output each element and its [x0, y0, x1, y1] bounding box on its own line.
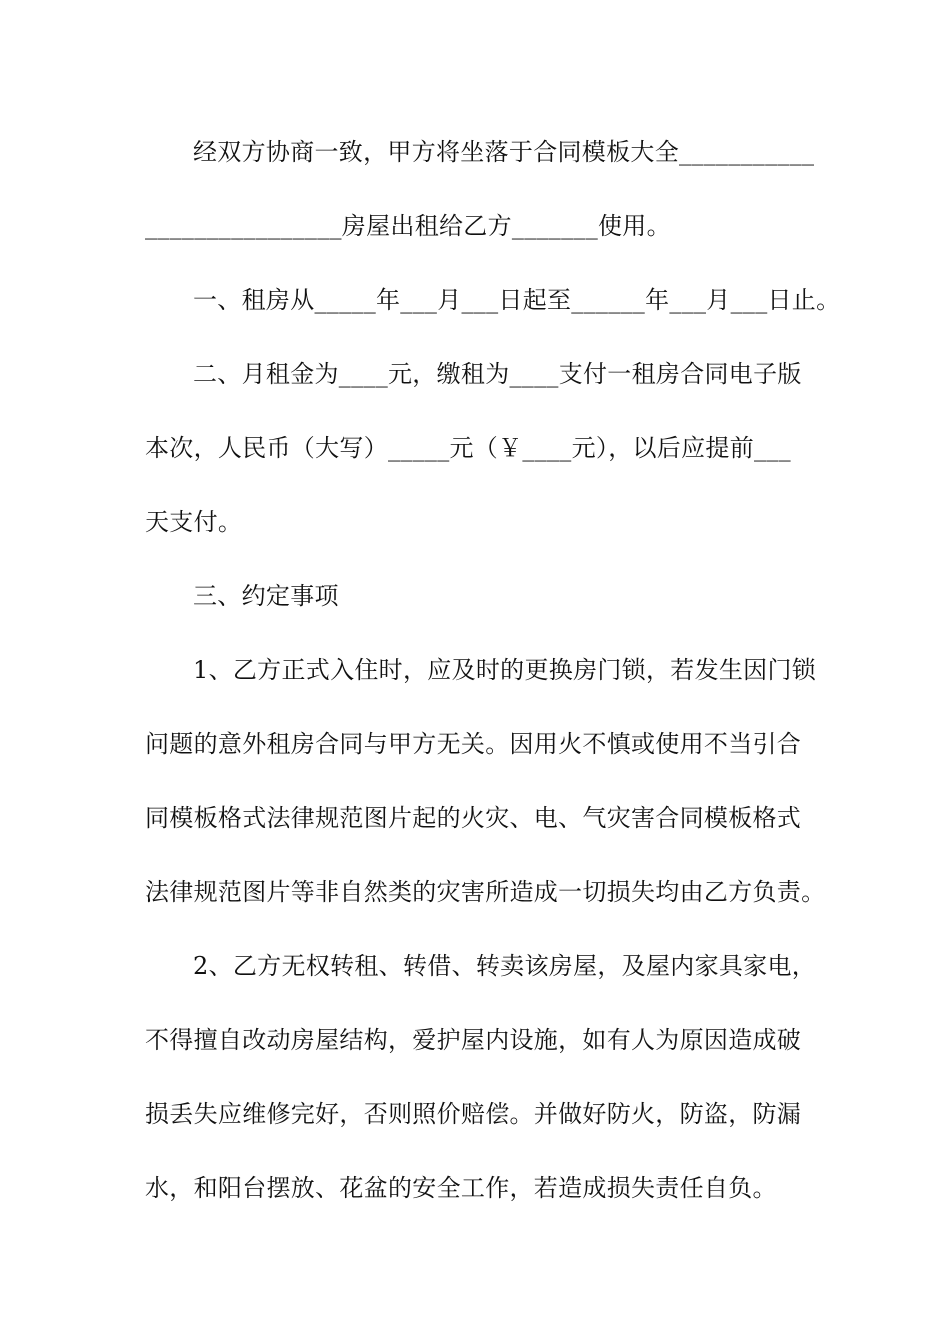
paragraph-line: 同模板格式法律规范图片起的火灾、电、气灾害合同模板格式 — [145, 804, 802, 832]
clause-two-line: 二、月租金为____元，缴租为____支付一租房合同电子版 — [193, 360, 802, 388]
paragraph-line: 本次，人民币（大写）_____元（￥____元），以后应提前___ — [145, 434, 791, 462]
paragraph-line: 天支付。 — [145, 508, 243, 536]
item-one-line: 1、乙方正式入住时，应及时的更换房门锁，若发生因门锁 — [193, 656, 817, 684]
paragraph-line: 经双方协商一致，甲方将坐落于合同模板大全___________ — [193, 138, 815, 166]
paragraph-line: ________________房屋出租给乙方_______使用。 — [145, 212, 671, 240]
section-heading: 三、约定事项 — [193, 582, 339, 610]
paragraph-line: 法律规范图片等非自然类的灾害所造成一切损失均由乙方负责。 — [145, 878, 826, 906]
paragraph-line: 问题的意外租房合同与甲方无关。因用火不慎或使用不当引合 — [145, 730, 802, 758]
paragraph-line: 水，和阳台摆放、花盆的安全工作，若造成损失责任自负。 — [145, 1174, 777, 1202]
clause-one-line: 一、租房从_____年___月___日起至______年___月___日止。 — [193, 286, 841, 314]
item-two-line: 2、乙方无权转租、转借、转卖该房屋，及屋内家具家电， — [193, 952, 817, 980]
paragraph-line: 损丢失应维修完好，否则照价赔偿。并做好防火，防盗，防漏 — [145, 1100, 802, 1128]
paragraph-line: 不得擅自改动房屋结构，爱护屋内设施，如有人为原因造成破 — [145, 1026, 802, 1054]
